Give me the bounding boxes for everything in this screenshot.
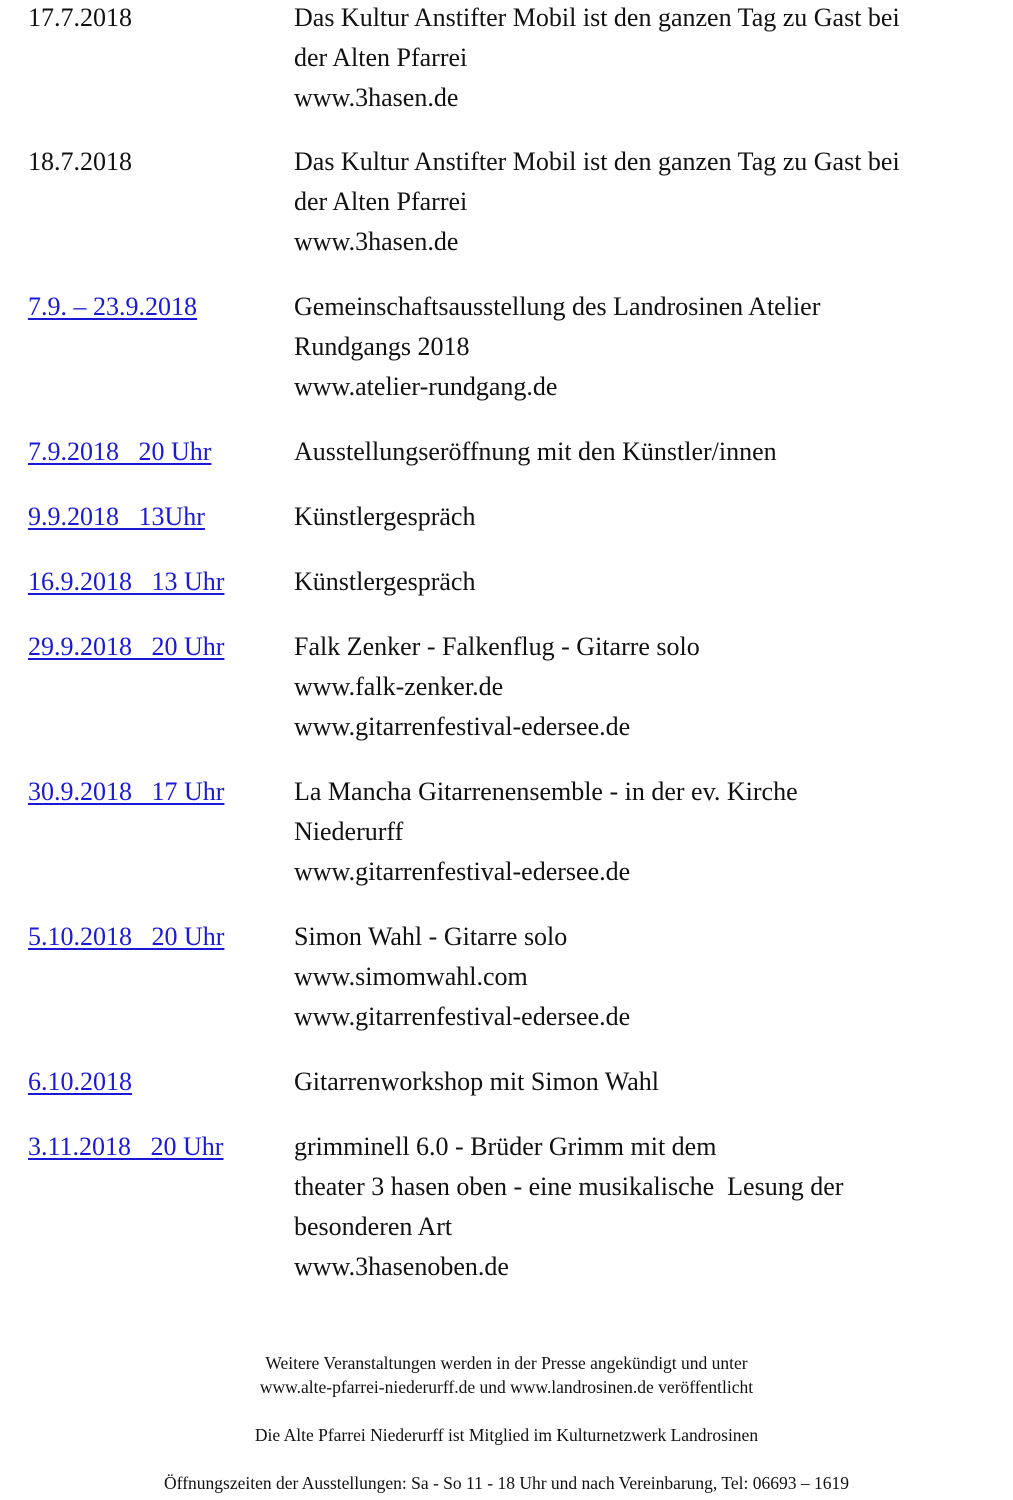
event-row (28, 772, 988, 892)
event-description (294, 917, 988, 1037)
event-line: Rundgangs 2018 (294, 332, 470, 361)
event-description (294, 497, 988, 537)
footer-line: www.alte-pfarrei-niederurff.de und www.landrosinen.de veröffentlicht (259, 1377, 754, 1397)
event-row (28, 142, 988, 262)
event-line: Simon Wahl - Gitarre solo (294, 922, 568, 951)
event-date-link[interactable]: 3.11.2018 20 Uhr (28, 1132, 224, 1161)
event-row (28, 497, 988, 537)
event-row (28, 562, 988, 602)
footer-line: Öffnungszeiten der Ausstellungen: Sa - So 11 - 18 Uhr und nach Vereinbarung, Tel: 06693 – 1619 (164, 1473, 849, 1493)
event-row (28, 1127, 988, 1287)
event-url: www.3hasenoben.de (294, 1252, 509, 1281)
event-date-link[interactable]: 7.9. – 23.9.2018 (28, 292, 197, 321)
event-row (28, 917, 988, 1037)
event-url: www.atelier-rundgang.de (294, 372, 558, 401)
event-line: der Alten Pfarrei (294, 187, 468, 216)
event-line: Ausstellungseröffnung mit den Künstler/innen (294, 437, 777, 466)
event-row (28, 0, 988, 118)
event-url: www.3hasen.de (294, 83, 459, 112)
event-url: www.gitarrenfestival-edersee.de (294, 712, 631, 741)
event-description (294, 1062, 988, 1102)
event-date-link[interactable]: 6.10.2018 (28, 1067, 132, 1096)
footer-note (0, 1351, 1013, 1399)
event-url: www.simomwahl.com (294, 962, 528, 991)
event-line: Das Kultur Anstifter Mobil ist den ganzen Tag zu Gast bei (294, 147, 900, 176)
event-date-link[interactable]: 7.9.2018 20 Uhr (28, 437, 212, 466)
event-url: www.gitarrenfestival-edersee.de (294, 857, 631, 886)
event-description (294, 562, 988, 602)
event-description (294, 432, 988, 472)
event-line: der Alten Pfarrei (294, 43, 468, 72)
footer-line: Die Alte Pfarrei Niederurff ist Mitglied im Kulturnetzwerk Landrosinen (254, 1425, 759, 1445)
event-date-link[interactable]: 30.9.2018 17 Uhr (28, 777, 225, 806)
event-description (294, 1127, 988, 1287)
event-row (28, 287, 988, 407)
event-url: www.falk-zenker.de (294, 672, 504, 701)
event-description (294, 0, 988, 118)
event-line: theater 3 hasen oben - eine musikalische Lesung der (294, 1172, 844, 1201)
event-line: Falk Zenker - Falkenflug - Gitarre solo (294, 632, 700, 661)
event-date: 18.7.2018 (28, 147, 132, 176)
event-date: 17.7.2018 (28, 3, 132, 32)
event-line: Das Kultur Anstifter Mobil ist den ganzen Tag zu Gast bei (294, 3, 900, 32)
event-line: Künstlergespräch (294, 502, 476, 531)
footer-line: Weitere Veranstaltungen werden in der Presse angekündigt und unter (265, 1353, 748, 1373)
event-line: besonderen Art (294, 1212, 453, 1241)
footer-membership (0, 1423, 1013, 1447)
event-date-link[interactable]: 5.10.2018 20 Uhr (28, 922, 225, 951)
event-row (28, 432, 988, 472)
event-url: www.gitarrenfestival-edersee.de (294, 1002, 631, 1031)
event-description (294, 287, 988, 407)
event-description (294, 142, 988, 262)
footer-opening-hours (0, 1471, 1013, 1495)
event-description (294, 772, 988, 892)
event-line: grimminell 6.0 - Brüder Grimm mit dem (294, 1132, 717, 1161)
event-line: La Mancha Gitarrenensemble - in der ev. Kirche (294, 777, 798, 806)
event-date-link[interactable]: 29.9.2018 20 Uhr (28, 632, 225, 661)
event-description (294, 627, 988, 747)
event-date-link[interactable]: 16.9.2018 13 Uhr (28, 567, 225, 596)
event-url: www.3hasen.de (294, 227, 459, 256)
event-row (28, 1062, 988, 1102)
event-line: Niederurff (294, 817, 404, 846)
event-date-link[interactable]: 9.9.2018 13Uhr (28, 502, 205, 531)
event-line: Künstlergespräch (294, 567, 476, 596)
event-line: Gitarrenworkshop mit Simon Wahl (294, 1067, 660, 1096)
event-row (28, 627, 988, 747)
event-line: Gemeinschaftsausstellung des Landrosinen Atelier (294, 292, 821, 321)
